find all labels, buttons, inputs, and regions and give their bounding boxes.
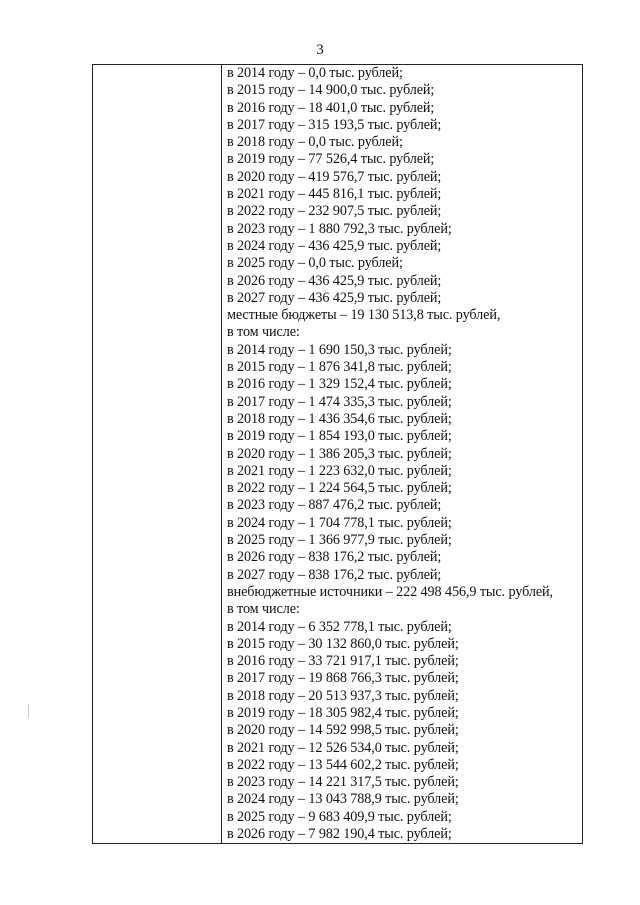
funding-line: в 2026 году – 838 176,2 тыс. рублей; [227,549,442,566]
funding-line: в 2022 году – 1 224 564,5 тыс. рублей; [227,480,452,497]
funding-line: в 2019 году – 1 854 193,0 тыс. рублей; [227,428,452,445]
funding-line: в 2024 году – 436 425,9 тыс. рублей; [227,237,442,254]
funding-line: в 2019 году – 77 526,4 тыс. рублей; [227,151,435,168]
funding-line: в том числе: [227,601,300,618]
funding-line: в 2015 году – 1 876 341,8 тыс. рублей; [227,359,452,376]
funding-line: местные бюджеты – 19 130 513,8 тыс. рублей, [227,307,501,324]
funding-line: в 2026 году – 436 425,9 тыс. рублей; [227,272,442,289]
funding-line: в 2027 году – 838 176,2 тыс. рублей; [227,566,442,583]
funding-line: в 2025 году – 0,0 тыс. рублей; [227,255,403,272]
funding-line: в 2016 году – 33 721 917,1 тыс. рублей; [227,653,459,670]
funding-line: в 2018 году – 0,0 тыс. рублей; [227,134,403,151]
funding-line: в 2023 году – 14 221 317,5 тыс. рублей; [227,774,459,791]
funding-line: в 2014 году – 6 352 778,1 тыс. рублей; [227,618,452,635]
funding-line: в 2021 году – 1 223 632,0 тыс. рублей; [227,462,452,479]
funding-line: в 2020 году – 14 592 998,5 тыс. рублей; [227,722,459,739]
funding-line: в 2026 году – 7 982 190,4 тыс. рублей; [227,826,452,843]
page-number: 3 [316,42,324,58]
funding-line: в 2022 году – 13 544 602,2 тыс. рублей; [227,756,459,773]
funding-line: в 2017 году – 315 193,5 тыс. рублей; [227,116,442,133]
funding-line: в 2018 году – 20 513 937,3 тыс. рублей; [227,687,459,704]
funding-line: в 2025 году – 1 366 977,9 тыс. рублей; [227,532,452,549]
funding-line: в том числе: [227,324,300,341]
funding-line: в 2021 году – 445 816,1 тыс. рублей; [227,186,442,203]
funding-line: в 2027 году – 436 425,9 тыс. рублей; [227,289,442,306]
funding-lines-column [227,65,580,843]
table-column-divider [221,65,222,843]
funding-line: внебюджетные источники – 222 498 456,9 тыс. рублей, [227,583,553,600]
funding-line: в 2022 году – 232 907,5 тыс. рублей; [227,203,442,220]
funding-line: в 2017 году – 19 868 766,3 тыс. рублей; [227,670,459,687]
funding-line: в 2020 году – 419 576,7 тыс. рублей; [227,168,442,185]
funding-line: в 2024 году – 1 704 778,1 тыс. рублей; [227,514,452,531]
funding-line: в 2016 году – 1 329 152,4 тыс. рублей; [227,376,452,393]
funding-line: в 2024 году – 13 043 788,9 тыс. рублей; [227,791,459,808]
funding-line: в 2015 году – 30 132 860,0 тыс. рублей; [227,635,459,652]
funding-line: в 2014 году – 0,0 тыс. рублей; [227,65,403,81]
funding-line: в 2023 году – 1 880 792,3 тыс. рублей; [227,220,452,237]
funding-line: в 2021 году – 12 526 534,0 тыс. рублей; [227,739,459,756]
funding-line: в 2016 году – 18 401,0 тыс. рублей; [227,99,435,116]
funding-line: в 2015 году – 14 900,0 тыс. рублей; [227,82,435,99]
funding-table [92,64,583,844]
funding-line: в 2018 году – 1 436 354,6 тыс. рублей; [227,410,452,427]
funding-line: в 2025 году – 9 683 409,9 тыс. рублей; [227,808,452,825]
funding-line: в 2019 году – 18 305 982,4 тыс. рублей; [227,704,459,721]
funding-line: в 2023 году – 887 476,2 тыс. рублей; [227,497,442,514]
funding-line: в 2017 году – 1 474 335,3 тыс. рублей; [227,393,452,410]
funding-line: в 2020 году – 1 386 205,3 тыс. рублей; [227,445,452,462]
margin-mark [28,704,29,718]
funding-line: в 2014 году – 1 690 150,3 тыс. рублей; [227,341,452,358]
